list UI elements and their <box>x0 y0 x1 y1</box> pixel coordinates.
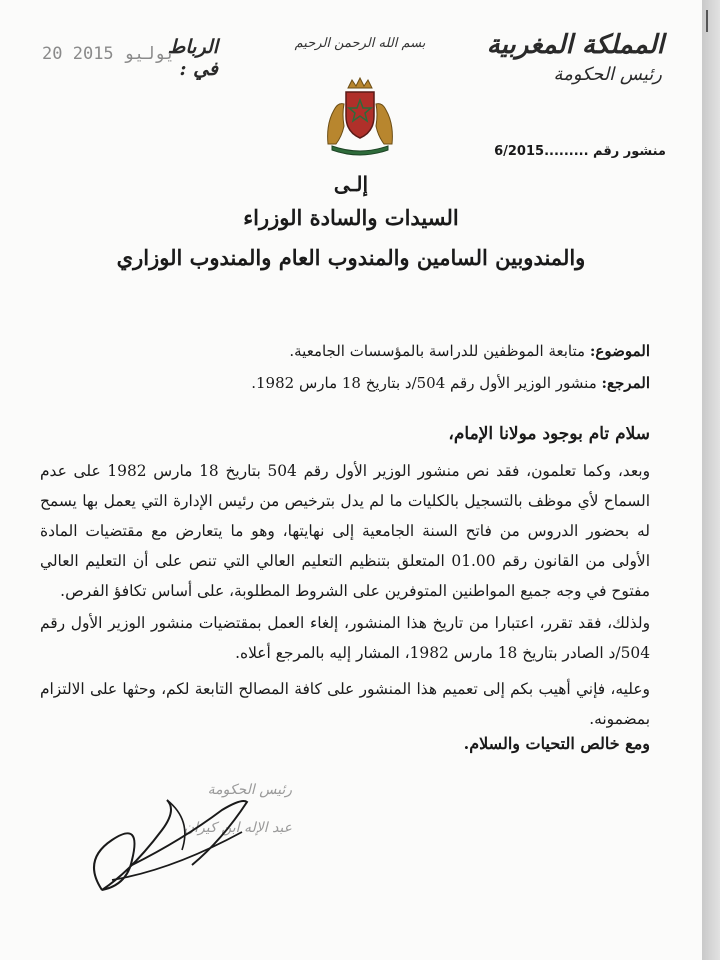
royal-coat-of-arms-icon <box>318 74 402 158</box>
signer-name: عبد الإله ابن كيران <box>183 820 292 836</box>
reference-text: منشور الوزير الأول رقم 504/د بتاريخ 18 مارس 1982. <box>251 374 597 392</box>
subject-label: الموضوع: <box>589 342 650 360</box>
addressee-to: إلـى <box>333 172 369 196</box>
body-paragraph-1: وبعد، وكما تعلمون، فقد نص منشور الوزير الأول رقم 504 بتاريخ 18 مارس 1982 على عدم السماح لأي موظف بالتسجيل بالكليات ما لم يدل بترخيص من رئيس الإدارة التي يعمل بها يسمح له بحضور الدروس من فاتح السنة الجامعية إلى نهايتها، وهو ما يتعارض مع مقتضيات المادة الأولى من القانون رقم 01.00 المتعلق بتنظيم التعليم العالي التي تنص على أن التعليم العالي مفتوح في وجه جميع المواطنين المتوفرين على الشروط المطلوبة، على أساس تكافؤ الفرص. <box>40 462 651 600</box>
greeting: سلام تام بوجود مولانا الإمام، <box>448 424 650 444</box>
signature-block <box>72 770 292 900</box>
body-paragraph-3: وعليه، فإني أهيب بكم إلى تعميم هذا المنشور على كافة المصالح التابعة لكم، وحثها على الالتزام بمضمونه. <box>40 680 650 728</box>
addressee-line-2: والمندوبين السامين والمندوب العام والمندوب الوزاري <box>116 245 586 270</box>
reference-label: المرجع: <box>601 374 650 392</box>
handwritten-signature-icon <box>72 770 292 900</box>
kingdom-header: المملكة المغربية <box>486 30 664 60</box>
basmala: بسم الله الرحمن الرحيم <box>294 36 426 51</box>
page-edge <box>702 0 720 960</box>
place-label: الرباط في : <box>167 36 218 80</box>
addressee-line-1: السيدات والسادة الوزراء <box>243 205 459 230</box>
date-stamp: 20 يوليو 2015 <box>42 44 176 64</box>
signer-title: رئيس الحكومة <box>207 782 292 798</box>
circular-number: منشور رقم .........6/2015 <box>494 144 666 159</box>
body-paragraph-2: ولذلك، فقد تقرر، اعتبارا من تاريخ هذا المنشور، إلغاء العمل بمقتضيات منشور الوزير الأول رقم 504/د الصادر بتاريخ 18 مارس 1982، المشار إليه بالمرجع أعلاه. <box>40 614 650 662</box>
reference-line <box>220 372 650 394</box>
subject-text: متابعة الموظفين للدراسة بالمؤسسات الجامعية. <box>289 342 586 360</box>
subject-line <box>220 340 650 362</box>
government-head-title: رئيس الحكومة <box>553 64 662 85</box>
closing-line: ومع خالص التحيات والسلام. <box>463 734 650 753</box>
edge-mark <box>706 10 708 32</box>
